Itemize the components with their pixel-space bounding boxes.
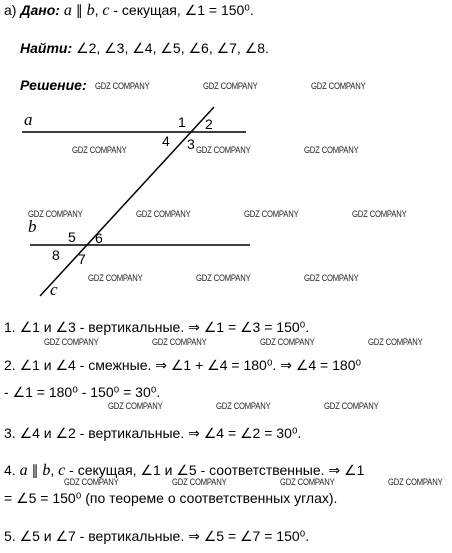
step-5: 5. ∠5 и ∠7 - вертикальные. ⇒ ∠5 = ∠7 = 150⁰.	[4, 528, 310, 544]
solution-label: Решение:	[20, 77, 87, 93]
angle-label-1: 1	[178, 114, 186, 130]
angle-label-4: 4	[162, 133, 170, 149]
step-1: 1. ∠1 и ∠3 - вертикальные. ⇒ ∠1 = ∠3 = 150⁰.	[4, 319, 310, 335]
step-4: 4. a ∥ b, c - секущая, ∠1 и ∠5 - соответственные. ⇒ ∠1	[4, 462, 365, 479]
angle-label-3: 3	[187, 136, 195, 152]
watermark: GDZ COMPANY	[152, 337, 207, 347]
angle-label-5: 5	[68, 229, 76, 245]
step-4-line-a: a	[19, 462, 28, 479]
watermark: GDZ COMPANY	[28, 209, 83, 219]
watermark: GDZ COMPANY	[352, 209, 407, 219]
watermark: GDZ COMPANY	[280, 477, 335, 487]
watermark: GDZ COMPANY	[260, 337, 315, 347]
label-line-c: c	[50, 280, 58, 299]
given-line: а) Дано: a ∥ b, c - секущая, ∠1 = 150⁰.	[4, 2, 254, 19]
item-prefix: а)	[4, 2, 17, 18]
watermark: GDZ COMPANY	[196, 145, 251, 155]
angle-label-6: 6	[95, 230, 103, 246]
step-3: 3. ∠4 и ∠2 - вертикальные. ⇒ ∠4 = ∠2 = 30⁰.	[4, 425, 302, 441]
angle-label-7: 7	[78, 251, 86, 267]
watermark: GDZ COMPANY	[216, 401, 271, 411]
watermark: GDZ COMPANY	[72, 145, 127, 155]
find-label: Найти:	[20, 40, 73, 56]
step-4-number: 4.	[4, 462, 16, 478]
watermark: GDZ COMPANY	[172, 477, 227, 487]
watermark: GDZ COMPANY	[388, 477, 443, 487]
watermark: GDZ COMPANY	[88, 273, 143, 283]
watermark: GDZ COMPANY	[311, 81, 366, 91]
step-4-line-c: c	[58, 462, 66, 479]
watermark: GDZ COMPANY	[304, 145, 359, 155]
line-b-symbol: b	[86, 2, 95, 19]
step-4-parallel: ∥	[31, 462, 39, 478]
watermark: GDZ COMPANY	[368, 337, 423, 347]
watermark: GDZ COMPANY	[244, 209, 299, 219]
watermark: GDZ COMPANY	[304, 273, 359, 283]
parallel-symbol: ∥	[75, 2, 83, 18]
angle-label-2: 2	[205, 116, 213, 132]
watermark: GDZ COMPANY	[108, 401, 163, 411]
step-4-text: - секущая, ∠1 и ∠5 - соответственные. ⇒ ∠1	[69, 462, 365, 478]
line-c-symbol: c	[102, 2, 110, 19]
given-label: Дано:	[20, 2, 60, 18]
step-4-line-b: b	[42, 462, 51, 479]
watermark: GDZ COMPANY	[324, 401, 379, 411]
step-2-continued: - ∠1 = 180⁰ - 150⁰ = 30⁰.	[4, 384, 161, 400]
watermark: GDZ COMPANY	[64, 477, 119, 487]
watermark: GDZ COMPANY	[136, 209, 191, 219]
step-4-continued: = ∠5 = 150⁰ (по теореме о соответственных углах).	[4, 490, 338, 506]
given-text: - секущая, ∠1 = 150⁰.	[113, 2, 254, 18]
label-line-a: a	[24, 110, 33, 129]
angle-label-8: 8	[52, 247, 60, 263]
label-line-b: b	[28, 217, 37, 236]
line-a-symbol: a	[63, 2, 72, 19]
watermark: GDZ COMPANY	[44, 337, 99, 347]
watermark: GDZ COMPANY	[196, 273, 251, 283]
watermark: GDZ COMPANY	[203, 81, 258, 91]
watermark: GDZ COMPANY	[95, 81, 150, 91]
step-2: 2. ∠1 и ∠4 - смежные. ⇒ ∠1 + ∠4 = 180⁰. ⇒ ∠4 = 180⁰	[4, 357, 362, 373]
find-text: ∠2, ∠3, ∠4, ∠5, ∠6, ∠7, ∠8.	[76, 40, 269, 56]
